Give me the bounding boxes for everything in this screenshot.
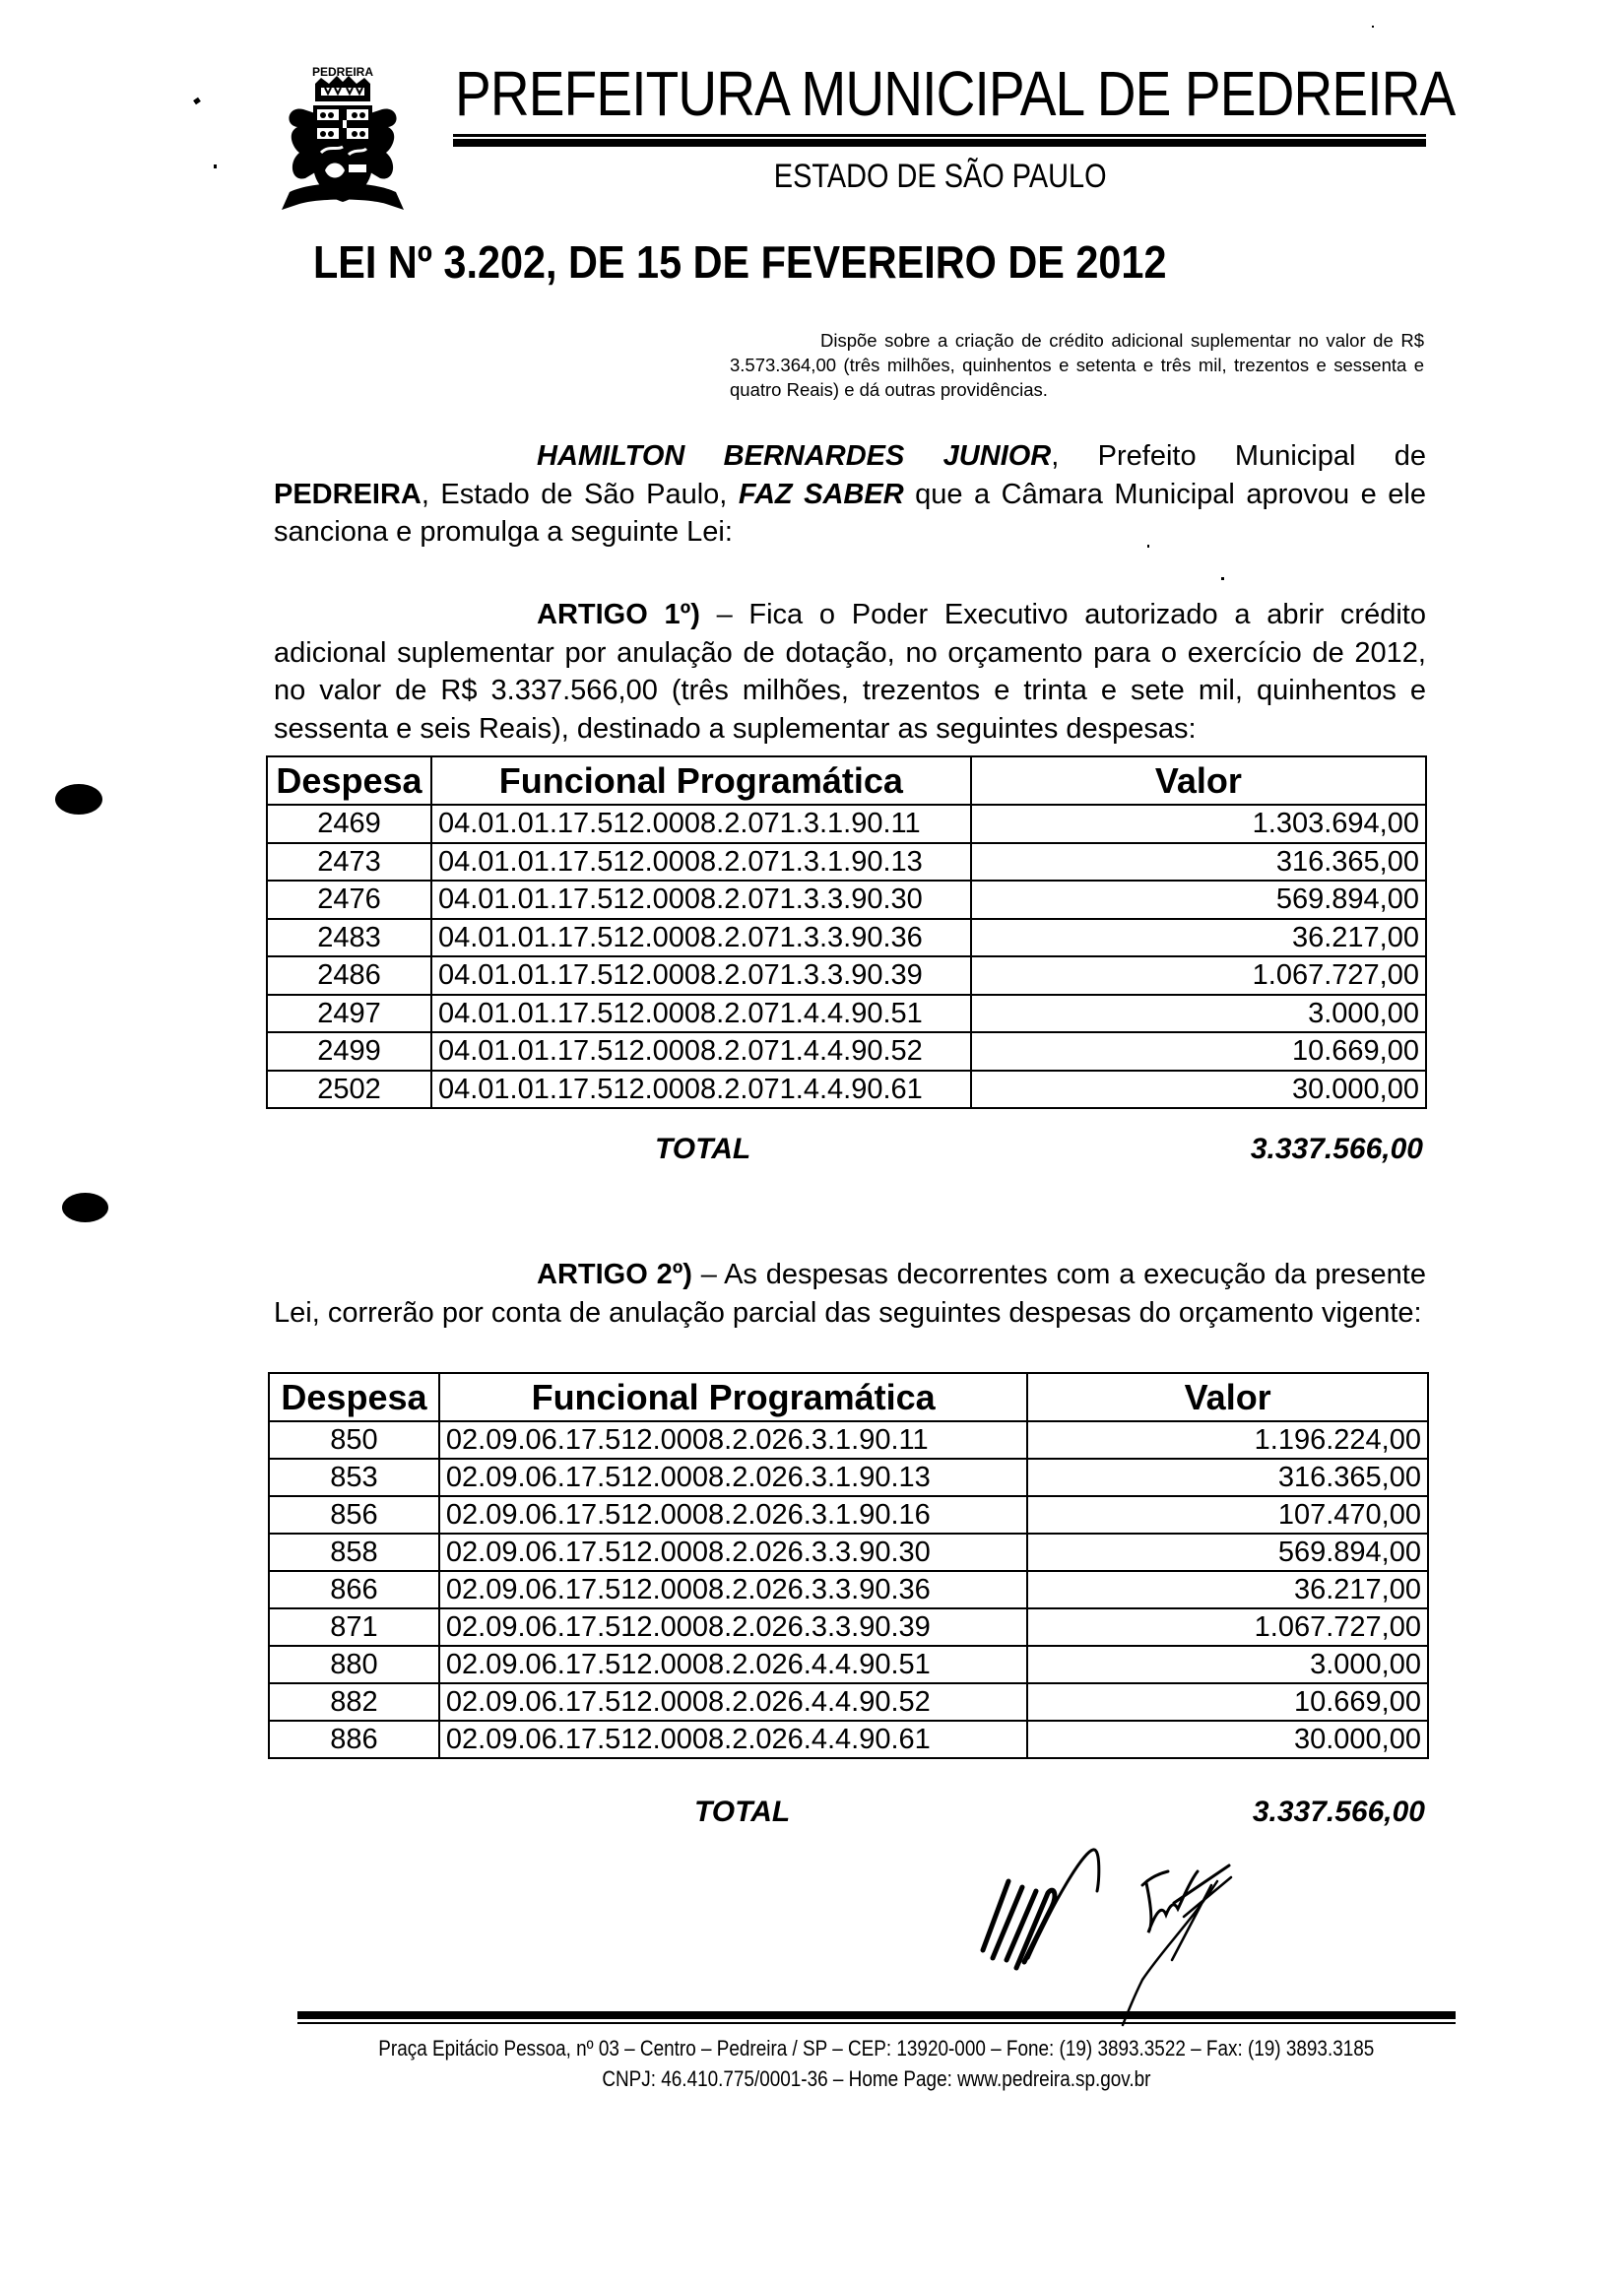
table-header-row bbox=[267, 756, 1426, 805]
scan-speck bbox=[1372, 26, 1374, 28]
intro-paragraph bbox=[274, 437, 1426, 552]
valor-cell: 107.470,00 bbox=[1027, 1496, 1428, 1534]
table-row bbox=[267, 843, 1426, 882]
scan-speck bbox=[214, 164, 217, 168]
article-1-paragraph bbox=[274, 596, 1426, 748]
table-row bbox=[267, 919, 1426, 957]
valor-cell: 316.365,00 bbox=[1027, 1459, 1428, 1496]
valor-cell: 30.000,00 bbox=[971, 1071, 1426, 1109]
column-header-despesa: Despesa bbox=[269, 1373, 439, 1421]
despesa-cell: 2497 bbox=[267, 995, 431, 1033]
header-divider-thin bbox=[453, 134, 1426, 137]
despesa-cell: 2483 bbox=[267, 919, 431, 957]
funcional-cell: 04.01.01.17.512.0008.2.071.4.4.90.52 bbox=[431, 1032, 971, 1071]
annulled-expenses-table bbox=[268, 1372, 1429, 1759]
despesa-cell: 2502 bbox=[267, 1071, 431, 1109]
table-row bbox=[267, 1032, 1426, 1071]
valor-cell: 3.000,00 bbox=[1027, 1646, 1428, 1683]
header-divider-thick bbox=[453, 139, 1426, 147]
funcional-cell: 04.01.01.17.512.0008.2.071.4.4.90.51 bbox=[431, 995, 971, 1033]
funcional-cell: 04.01.01.17.512.0008.2.071.3.3.90.39 bbox=[431, 956, 971, 995]
despesa-cell: 858 bbox=[269, 1534, 439, 1571]
valor-cell: 1.067.727,00 bbox=[971, 956, 1426, 995]
intro-text: , Estado de São Paulo, bbox=[421, 478, 739, 510]
footer-contact bbox=[295, 2065, 1458, 2093]
despesa-cell: 2486 bbox=[267, 956, 431, 995]
coat-of-arms-icon bbox=[264, 54, 422, 212]
funcional-cell: 02.09.06.17.512.0008.2.026.3.1.90.16 bbox=[439, 1496, 1027, 1534]
table-row bbox=[269, 1571, 1428, 1608]
table-row bbox=[269, 1496, 1428, 1534]
article-2-label: ARTIGO 2º) bbox=[537, 1259, 692, 1290]
article-1-text: – Fica o Poder Executivo autorizado a abrir crédito adicional suplementar por anulação de dotação, no orçamento para o exercício de 2012, no valor de R$ 3.337.566,00 (três milhões, trezentos e trinta e sete mil, quinhentos e sessenta e seis Reais), destinado a suplementar as seguintes despesas: bbox=[274, 599, 1426, 745]
funcional-cell: 02.09.06.17.512.0008.2.026.4.4.90.61 bbox=[439, 1721, 1027, 1758]
table-row bbox=[269, 1646, 1428, 1683]
table-row bbox=[267, 956, 1426, 995]
table-row bbox=[269, 1683, 1428, 1721]
footer-address-text: Praça Epitácio Pessoa, nº 03 – Centro – Pedreira / SP – CEP: 13920-000 – Fone: (19) 3893.3522 – Fax: (19) 3893.3185 bbox=[378, 2036, 1375, 2061]
scan-speck bbox=[1221, 577, 1224, 580]
despesa-cell: 880 bbox=[269, 1646, 439, 1683]
article-2-paragraph bbox=[274, 1256, 1426, 1332]
funcional-cell: 02.09.06.17.512.0008.2.026.4.4.90.52 bbox=[439, 1683, 1027, 1721]
table-row bbox=[267, 995, 1426, 1033]
table-2-total-value: 3.337.566,00 bbox=[1252, 1796, 1425, 1828]
law-title-text: LEI Nº 3.202, DE 15 DE FEVEREIRO DE 2012 bbox=[313, 236, 1167, 288]
valor-cell: 36.217,00 bbox=[971, 919, 1426, 957]
valor-cell: 36.217,00 bbox=[1027, 1571, 1428, 1608]
funcional-cell: 04.01.01.17.512.0008.2.071.3.3.90.30 bbox=[431, 881, 971, 919]
funcional-cell: 02.09.06.17.512.0008.2.026.3.1.90.11 bbox=[439, 1421, 1027, 1459]
supplementary-expenses-table bbox=[266, 755, 1427, 1109]
funcional-cell: 04.01.01.17.512.0008.2.071.4.4.90.61 bbox=[431, 1071, 971, 1109]
table-row bbox=[269, 1421, 1428, 1459]
despesa-cell: 2476 bbox=[267, 881, 431, 919]
handwritten-signature-icon bbox=[945, 1842, 1359, 2029]
table-2-total-label: TOTAL bbox=[694, 1796, 791, 1828]
footer-divider-thin bbox=[297, 2022, 1456, 2024]
footer-divider-thick bbox=[297, 2011, 1456, 2019]
funcional-cell: 04.01.01.17.512.0008.2.071.3.1.90.13 bbox=[431, 843, 971, 882]
table-row bbox=[269, 1459, 1428, 1496]
footer-contact-text: CNPJ: 46.410.775/0001-36 – Home Page: www.pedreira.sp.gov.br bbox=[602, 2066, 1151, 2091]
column-header-funcional: Funcional Programática bbox=[439, 1373, 1027, 1421]
table-row bbox=[269, 1608, 1428, 1646]
table-1-total-value: 3.337.566,00 bbox=[1250, 1133, 1423, 1165]
faz-saber-label: FAZ SABER bbox=[738, 478, 904, 510]
valor-cell: 1.303.694,00 bbox=[971, 805, 1426, 843]
punch-hole bbox=[55, 784, 102, 815]
header-subtitle-text: ESTADO DE SÃO PAULO bbox=[774, 158, 1107, 195]
funcional-cell: 02.09.06.17.512.0008.2.026.4.4.90.51 bbox=[439, 1646, 1027, 1683]
page-header-title bbox=[455, 59, 1618, 128]
despesa-cell: 856 bbox=[269, 1496, 439, 1534]
article-1-label: ARTIGO 1º) bbox=[537, 599, 700, 630]
despesa-cell: 886 bbox=[269, 1721, 439, 1758]
table-row bbox=[269, 1721, 1428, 1758]
table-header-row bbox=[269, 1373, 1428, 1421]
valor-cell: 10.669,00 bbox=[971, 1032, 1426, 1071]
column-header-despesa: Despesa bbox=[267, 756, 431, 805]
table-row bbox=[269, 1534, 1428, 1571]
funcional-cell: 02.09.06.17.512.0008.2.026.3.3.90.36 bbox=[439, 1571, 1027, 1608]
header-title-text: PREFEITURA MUNICIPAL DE PEDREIRA bbox=[455, 58, 1456, 129]
valor-cell: 1.067.727,00 bbox=[1027, 1608, 1428, 1646]
despesa-cell: 853 bbox=[269, 1459, 439, 1496]
law-summary: Dispõe sobre a criação de crédito adicional suplementar no valor de R$ 3.573.364,00 (três milhões, quinhentos e setenta e três mil, trezentos e sessenta e quatro Reais) e dá outras providências. bbox=[730, 330, 1424, 400]
article-2-text: – As despesas decorrentes com a execução da presente Lei, correrão por conta de anulação parcial das seguintes despesas do orçamento vigente: bbox=[274, 1259, 1426, 1329]
table-row bbox=[267, 805, 1426, 843]
valor-cell: 1.196.224,00 bbox=[1027, 1421, 1428, 1459]
despesa-cell: 2473 bbox=[267, 843, 431, 882]
intro-text: que a Câmara Municipal aprovou e ele sanciona e promulga a seguinte Lei: bbox=[274, 478, 1426, 548]
valor-cell: 3.000,00 bbox=[971, 995, 1426, 1033]
funcional-cell: 02.09.06.17.512.0008.2.026.3.1.90.13 bbox=[439, 1459, 1027, 1496]
funcional-cell: 04.01.01.17.512.0008.2.071.3.1.90.11 bbox=[431, 805, 971, 843]
valor-cell: 569.894,00 bbox=[1027, 1534, 1428, 1571]
table-row bbox=[267, 881, 1426, 919]
column-header-funcional: Funcional Programática bbox=[431, 756, 971, 805]
despesa-cell: 866 bbox=[269, 1571, 439, 1608]
column-header-valor: Valor bbox=[971, 756, 1426, 805]
column-header-valor: Valor bbox=[1027, 1373, 1428, 1421]
header-subtitle bbox=[739, 158, 1142, 195]
funcional-cell: 02.09.06.17.512.0008.2.026.3.3.90.30 bbox=[439, 1534, 1027, 1571]
punch-hole bbox=[62, 1193, 108, 1222]
table-row bbox=[267, 1071, 1426, 1109]
footer-address bbox=[295, 2035, 1458, 2062]
funcional-cell: 04.01.01.17.512.0008.2.071.3.3.90.36 bbox=[431, 919, 971, 957]
despesa-cell: 882 bbox=[269, 1683, 439, 1721]
valor-cell: 316.365,00 bbox=[971, 843, 1426, 882]
table-1-total-label: TOTAL bbox=[655, 1133, 751, 1165]
scan-speck bbox=[193, 98, 201, 105]
city-name: PEDREIRA bbox=[274, 478, 422, 510]
valor-cell: 10.669,00 bbox=[1027, 1683, 1428, 1721]
intro-text: , Prefeito Municipal de bbox=[1051, 440, 1426, 472]
mayor-name: HAMILTON BERNARDES JUNIOR bbox=[537, 440, 1052, 472]
despesa-cell: 2469 bbox=[267, 805, 431, 843]
city-crest-logo bbox=[264, 54, 422, 212]
funcional-cell: 02.09.06.17.512.0008.2.026.3.3.90.39 bbox=[439, 1608, 1027, 1646]
law-title bbox=[313, 236, 1262, 288]
valor-cell: 30.000,00 bbox=[1027, 1721, 1428, 1758]
despesa-cell: 850 bbox=[269, 1421, 439, 1459]
despesa-cell: 2499 bbox=[267, 1032, 431, 1071]
despesa-cell: 871 bbox=[269, 1608, 439, 1646]
svg-text:PEDREIRA: PEDREIRA bbox=[311, 65, 374, 79]
mayor-signature bbox=[945, 1842, 1359, 2029]
valor-cell: 569.894,00 bbox=[971, 881, 1426, 919]
